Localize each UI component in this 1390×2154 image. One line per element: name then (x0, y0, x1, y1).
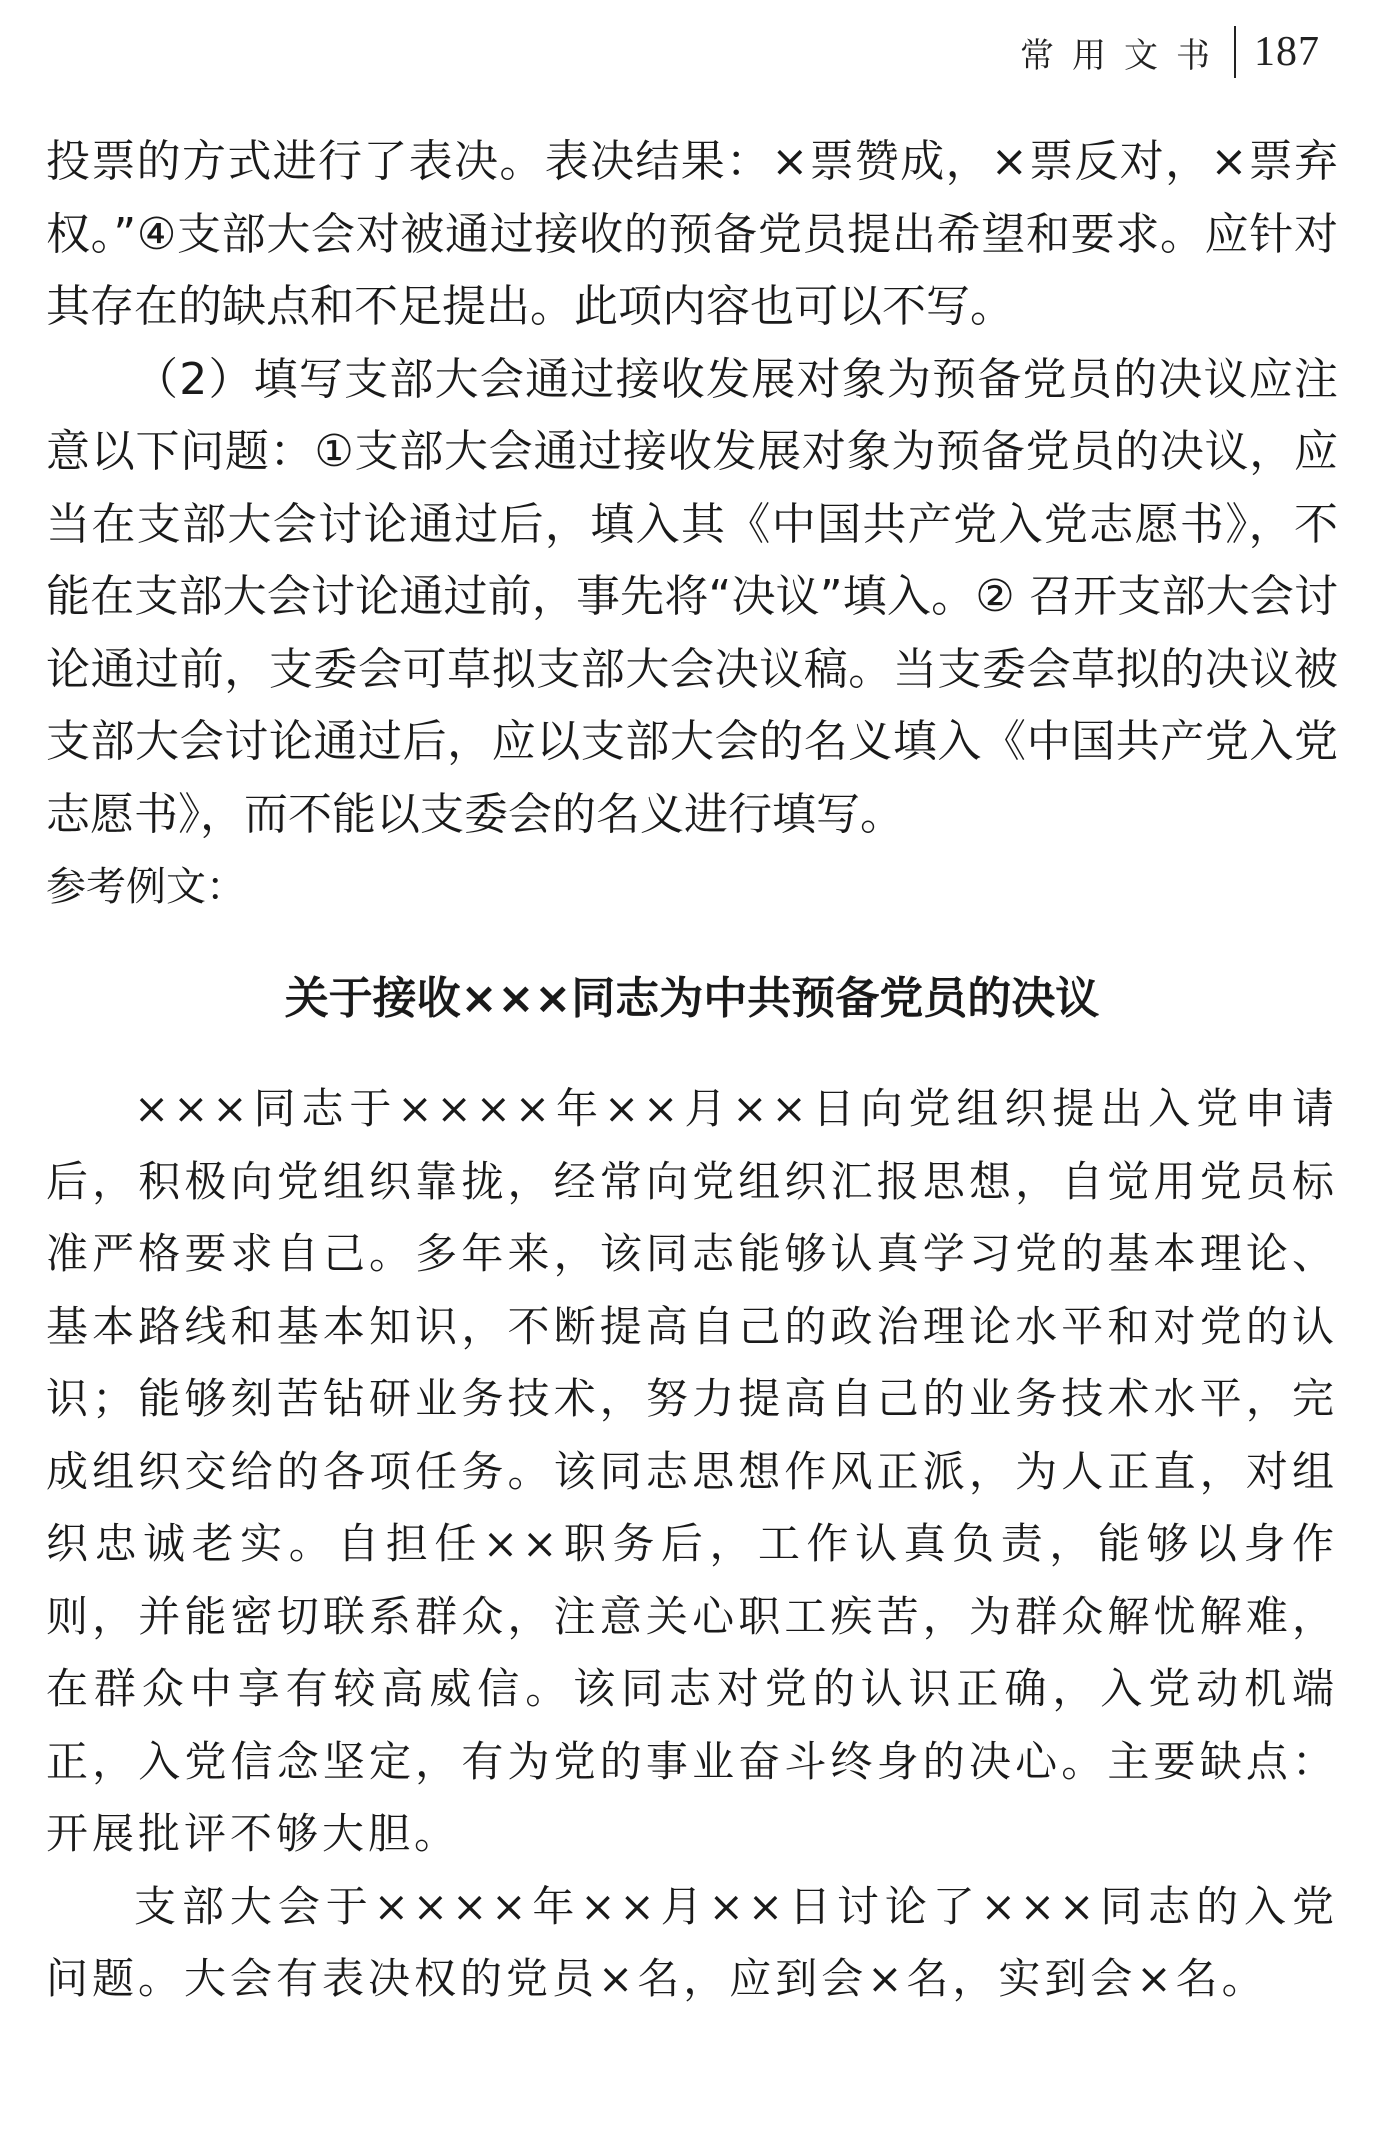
paragraph-continued: 投票的方式进行了表决。表决结果：×票赞成，×票反对，×票弃权。”④支部大会对被通过接收的预备党员提出希望和要求。应针对其存在的缺点和不足提出。此项内容也可以不写。 (46, 136, 1338, 332)
instruction-text (46, 126, 1338, 851)
reference-example-label: 参考例文： (46, 864, 246, 910)
page-number: 187 (1254, 29, 1320, 75)
running-head-section: 常用文书 (1020, 35, 1228, 76)
page-body (46, 126, 1338, 2016)
header-divider (1234, 26, 1236, 78)
example-title: 关于接收×××同志为中共预备党员的决议 (284, 973, 1100, 1024)
example-text (46, 1073, 1338, 2016)
example-paragraph: 支部大会于××××年××月××日讨论了×××同志的入党问题。大会有表决权的党员×名，应到会×名，实到会×名。 (46, 1881, 1338, 2003)
paragraph-filling-notes: （2）填写支部大会通过接收发展对象为预备党员的决议应注意以下问题：①支部大会通过接收发展对象为预备党员的决议，应当在支部大会讨论通过后，填入其《中国共产党入党志愿书》，不能在支部大会讨论通过前，事先将“决议”填入。② 召开支部大会讨论通过前，支委会可草拟支部大会决议稿。当支委会草拟的决议被支部大会讨论通过后，应以支部大会的名义填入《中国共产党入党志愿书》，而不能以支委会的名义进行填写。 (46, 353, 1338, 840)
example-paragraph: ×××同志于××××年××月××日向党组织提出入党申请后，积极向党组织靠拢，经常向党组织汇报思想，自觉用党员标准严格要求自己。多年来，该同志能够认真学习党的基本理论、基本路线和基本知识，不断提高自己的政治理论水平和对党的认识；能够刻苦钻研业务技术，努力提高自己的业务技术水平，完成组织交给的各项任务。该同志思想作风正派，为人正直，对组织忠诚老实。自担任××职务后，工作认真负责，能够以身作则，并能密切联系群众，注意关心职工疾苦，为群众解忧解难，在群众中享有较高威信。该同志对党的认识正确，入党动机端正，入党信念坚定，有为党的事业奋斗终身的决心。主要缺点：开展批评不够大胆。 (46, 1084, 1338, 1858)
page-header (1020, 22, 1320, 82)
